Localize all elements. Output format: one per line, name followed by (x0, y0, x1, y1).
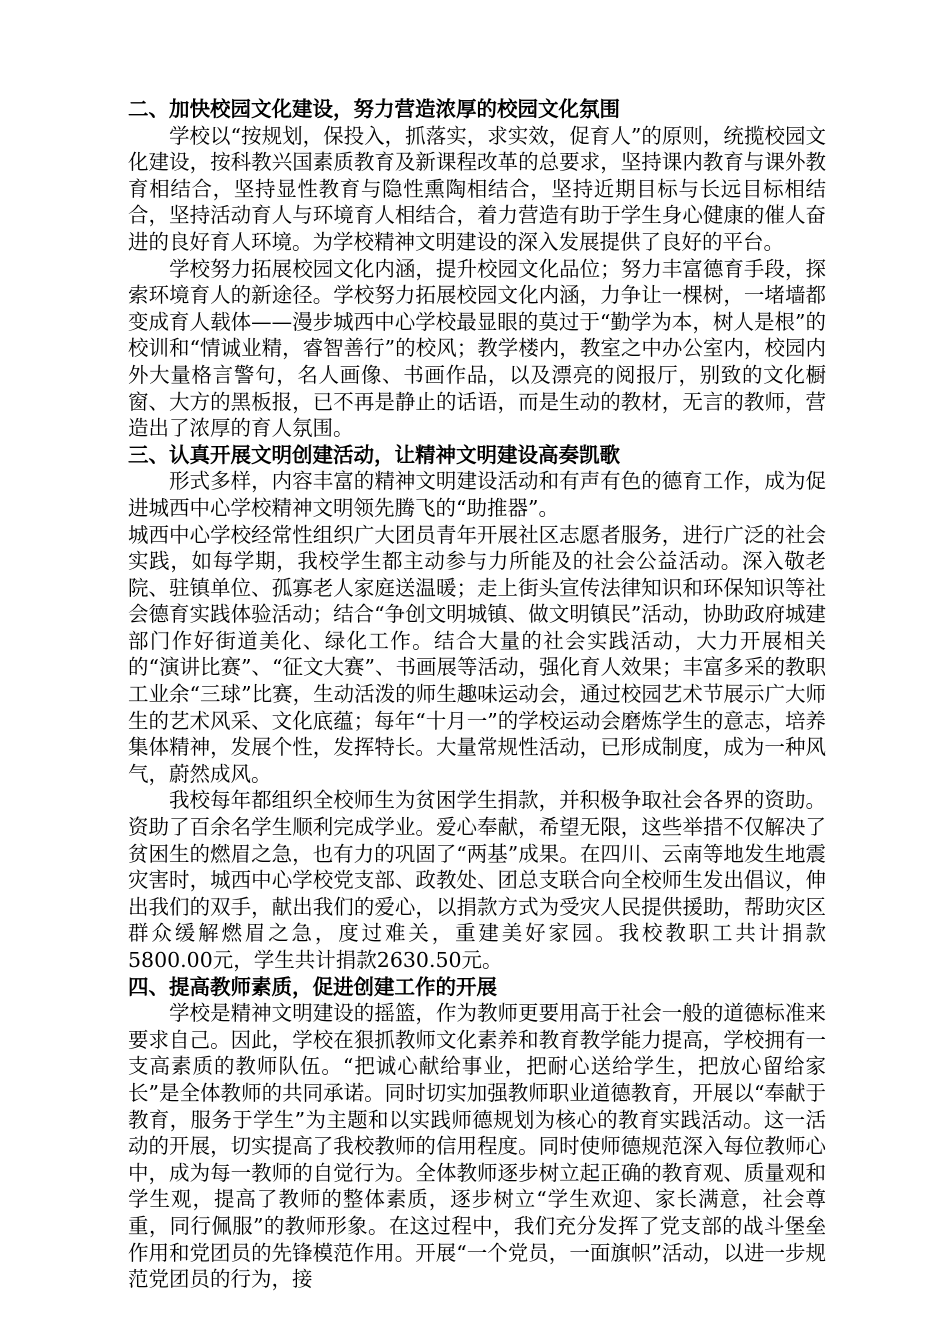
section-3-paragraph-2: 城西中心学校经常性组织广大团员青年开展社区志愿者服务，进行广泛的社会实践，如每学期，我校学生都主动参与力所能及的社会公益活动。深入敬老院、驻镇单位、孤寡老人家庭送温暖；走上街头宣传法律知识和环保知识等社会德育实践体验活动；结合“争创文明城镇、做文明镇民”活动，协助政府城建部门作好街道美化、绿化工作。结合大量的社会实践活动，大力开展相关的“演讲比赛”、“征文大赛”、书画展等活动，强化育人效果；丰富多采的教职工业余“三球”比赛，生动活泼的师生趣味运动会，通过校园艺术节展示广大师生的艺术风采、文化底蕴；每年“十月一”的学校运动会磨炼学生的意志，培养集体精神，发展个性，发挥特长。大量常规性活动，已形成制度，成为一种风气，蔚然成风。 (128, 522, 826, 786)
section-2-paragraph-1: 学校以“按规划，保投入，抓落实，求实效，促育人”的原则，统揽校园文化建设，按科教兴国素质教育及新课程改革的总要求，坚持课内教育与课外教育相结合，坚持显性教育与隐性熏陶相结合，坚持近期目标与长远目标相结合，坚持活动育人与环境育人相结合，着力营造有助于学生身心健康的催人奋进的良好育人环境。为学校精神文明建设的深入发展提供了良好的平台。 (128, 123, 826, 254)
section-2-paragraph-2: 学校努力拓展校园文化内涵，提升校园文化品位；努力丰富德育手段，探索环境育人的新途径。学校努力拓展校园文化内涵，力争让一棵树，一堵墙都变成育人载体——漫步城西中心学校最显眼的莫过于“勤学为本，树人是根”的校训和“情诚业精，睿智善行”的校风；教学楼内，教室之中办公室内，校园内外大量格言警句，名人画像、书画作品，以及漂亮的阅报厅，别致的文化橱窗、大方的黑板报，已不再是静止的话语，而是生动的教材，无言的教师，营造出了浓厚的育人氛围。 (128, 256, 826, 441)
section-heading-2: 二、加快校园文化建设，努力营造浓厚的校园文化氛围 (128, 97, 620, 121)
section-3-paragraph-3: 我校每年都组织全校师生为贫困学生捐款，并积极争取社会各界的资助。资助了百余名学生顺利完成学业。爱心奉献，希望无限，这些举措不仅解决了贫困生的燃眉之急，也有力的巩固了“两基”成果。在四川、云南等地发生地震灾害时，城西中心学校党支部、政教处、团总支联合向全校师生发出倡议，伸出我们的双手，献出我们的爱心，以捐款方式为受灾人民提供援助，帮助灾区群众缓解燃眉之急，度过难关，重建美好家园。我校教职工共计捐款5800.00元，学生共计捐款2630.50元。 (128, 788, 826, 972)
document-page (128, 96, 826, 1293)
section-4-paragraph-1: 学校是精神文明建设的摇篮，作为教师更要用高于社会一般的道德标准来要求自己。因此，学校在狠抓教师文化素养和教育教学能力提高，学校拥有一支高素质的教师队伍。“把诚心献给事业，把耐心送给学生，把放心留给家长”是全体教师的共同承诺。同时切实加强教师职业道德教育，开展以“奉献于教育，服务于学生”为主题和以实践师德规划为核心的教育实践活动。这一活动的开展，切实提高了我校教师的信用程度。同时使师德规范深入每位教师心中，成为每一教师的自觉行为。全体教师逐步树立起正确的教育观、质量观和学生观，提高了教师的整体素质，逐步树立“学生欢迎、家长满意，社会尊重，同行佩服”的教师形象。在这过程中，我们充分发挥了党支部的战斗堡垒作用和党团员的先锋模范作用。开展“一个党员，一面旗帜”活动，以进一步规范党团员的行为，接 (128, 1001, 826, 1292)
section-heading-3: 三、认真开展文明创建活动，让精神文明建设高奏凯歌 (128, 442, 620, 467)
section-3-paragraph-1: 形式多样，内容丰富的精神文明建设活动和有声有色的德育工作，成为促进城西中心学校精神文明领先腾飞的“助推器”。 (128, 469, 826, 520)
section-heading-4: 四、提高教师素质，促进创建工作的开展 (128, 974, 497, 999)
